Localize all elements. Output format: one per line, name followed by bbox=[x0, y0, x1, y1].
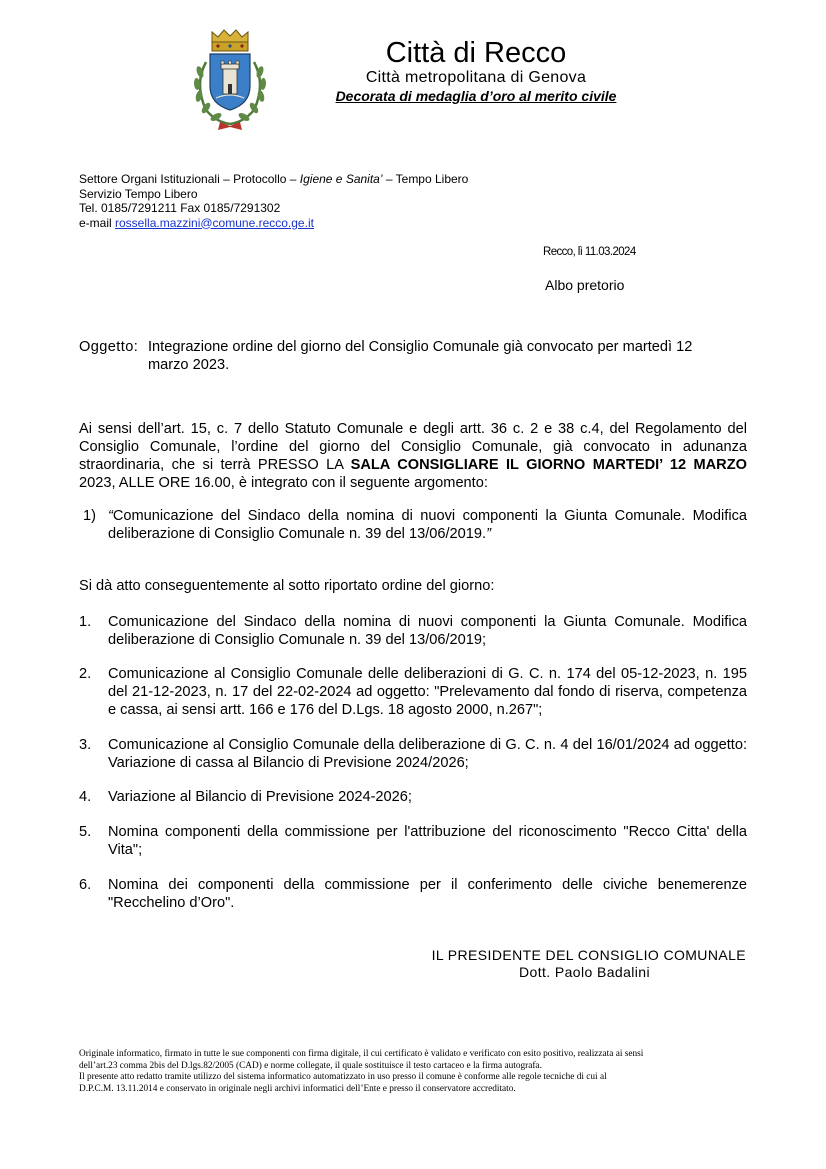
intro-bold: SALA CONSIGLIARE IL GIORNO MARTEDI’ 12 MARZO bbox=[350, 457, 747, 473]
added-item-body bbox=[108, 507, 747, 543]
office-department-italic: Igiene e Sanita’ bbox=[299, 172, 383, 186]
agenda-item bbox=[79, 736, 747, 772]
intro-part1: Ai sensi dell’art. 15, c. 7 dello Statuto Comunale e degli artt. 36 c. 2 e 38 c.4, del Regolamento del Consiglio Comunale, l’ordine del giorno del Consiglio Comunale, già convocato in adunanza straordinaria, che si terrà PRESSO LA bbox=[79, 421, 747, 473]
agenda-item-text: Comunicazione del Sindaco della nomina di nuovi componenti la Giunta Comunale. Modifica deliberazione di Consiglio Comunale n. 39 del 13/06/2019; bbox=[108, 614, 747, 648]
signature-name: Dott. Paolo Badalini bbox=[519, 964, 650, 980]
agenda-item bbox=[79, 665, 747, 719]
office-department-line bbox=[79, 172, 468, 187]
legal-footer bbox=[79, 1049, 751, 1095]
footer-line: D.P.C.M. 13.11.2014 e conservato in originale negli archivi informatici dell’Ente e presso il conservatore accreditato. bbox=[79, 1083, 516, 1094]
office-email-line bbox=[79, 216, 468, 231]
agenda-item-text: Nomina dei componenti della commissione per il conferimento delle civiche benemerenze "Recchelino d’Oro". bbox=[108, 877, 747, 911]
coat-of-arms-icon bbox=[186, 28, 274, 134]
email-link[interactable]: rossella.mazzini@comune.recco.ge.it bbox=[115, 215, 314, 230]
signature-block bbox=[400, 947, 746, 981]
office-info bbox=[79, 172, 468, 230]
agenda-item bbox=[79, 823, 747, 859]
office-phone-line: Tel. 0185/7291211 Fax 0185/7291302 bbox=[79, 201, 281, 215]
subject-text-continuation: marzo 2023. bbox=[148, 357, 230, 373]
office-service-line: Servizio Tempo Libero bbox=[79, 186, 198, 201]
subject-text: Integrazione ordine del giorno del Consiglio Comunale già convocato per martedì 12 bbox=[148, 339, 693, 355]
agenda-item bbox=[79, 876, 747, 912]
intro-part2: 2023, ALLE ORE 16.00, è integrato con il seguente argomento: bbox=[79, 475, 488, 491]
agenda-item-text: Variazione al Bilancio di Previsione 2024-2026; bbox=[108, 789, 412, 805]
footer-line: Il presente atto redatto tramite utilizzo del sistema informatico automatizzato in uso presso il comune è conforme alle regole tecniche di cui al bbox=[79, 1072, 607, 1083]
subject-label: Oggetto: bbox=[79, 339, 139, 355]
open-quote: “ bbox=[108, 508, 113, 524]
signature-title: IL PRESIDENTE DEL CONSIGLIO COMUNALE bbox=[431, 947, 746, 963]
city-medal-line: Decorata di medaglia d’oro al merito civile bbox=[335, 88, 617, 104]
subject-first-line bbox=[79, 338, 747, 356]
office-department-part: Settore Organi Istituzionali – Protocollo – bbox=[79, 172, 300, 186]
agenda-item-number: 3. bbox=[79, 737, 92, 753]
footer-line: Originale informatico, firmato in tutte le sue componenti con firma digitale, il cui certificato è validato e verificato con esito positivo, realizzata ai sensi bbox=[79, 1049, 644, 1059]
agenda-item bbox=[79, 613, 747, 649]
agenda-item-text: Nomina componenti della commissione per l'attribuzione del riconoscimento "Recco Citta' della Vita"; bbox=[108, 824, 747, 858]
added-item-text: Comunicazione del Sindaco della nomina di nuovi componenti la Giunta Comunale. Modifica deliberazione di Consiglio Comunale n. 39 del 13/06/2019. bbox=[108, 508, 747, 542]
recipient: Albo pretorio bbox=[545, 277, 625, 293]
document-date: Recco, lì 11.03.2024 bbox=[543, 246, 636, 258]
subject-block bbox=[79, 338, 747, 374]
footer-line: dell’art.23 comma 2bis del D.lgs.82/2005 (CAD) e norme collegate, il quale sostituisce il testo cartaceo e la firma autografa. bbox=[79, 1060, 542, 1071]
agenda-item-number: 2. bbox=[79, 666, 92, 682]
agenda-item-number: 6. bbox=[79, 877, 92, 893]
agenda-item-text: Comunicazione al Consiglio Comunale della deliberazione di G. C. n. 4 del 16/01/2024 ad oggetto: Variazione di cassa al Bilancio di Previsione 2024/2026; bbox=[108, 737, 747, 771]
intro-paragraph bbox=[79, 420, 747, 492]
added-item-number: 1) bbox=[83, 508, 96, 524]
close-quote: ” bbox=[486, 526, 491, 542]
agenda-item bbox=[79, 788, 747, 806]
agenda-item-number: 4. bbox=[79, 789, 92, 805]
email-label: e-mail bbox=[79, 215, 116, 230]
agenda-item-number: 5. bbox=[79, 824, 92, 840]
agenda-item-text: Comunicazione al Consiglio Comunale delle deliberazioni di G. C. n. 174 del 05-12-2023, n. 195 del 21-12-2023, n. 17 del 22-02-2024 ad oggetto: "Prelevamento dal fondo di riserva, competenza e cassa, ai sensi artt. 166 e 176 del D.Lgs. 18 agosto 2000, n.267"; bbox=[108, 666, 747, 718]
agenda-intro: Si dà atto conseguentemente al sotto riportato ordine del giorno: bbox=[79, 578, 495, 594]
city-name: Città di Recco bbox=[385, 37, 567, 69]
office-department-tail: – Tempo Libero bbox=[382, 172, 469, 186]
city-subtitle: Città metropolitana di Genova bbox=[365, 69, 587, 86]
added-item bbox=[79, 507, 747, 543]
agenda-item-number: 1. bbox=[79, 614, 92, 630]
